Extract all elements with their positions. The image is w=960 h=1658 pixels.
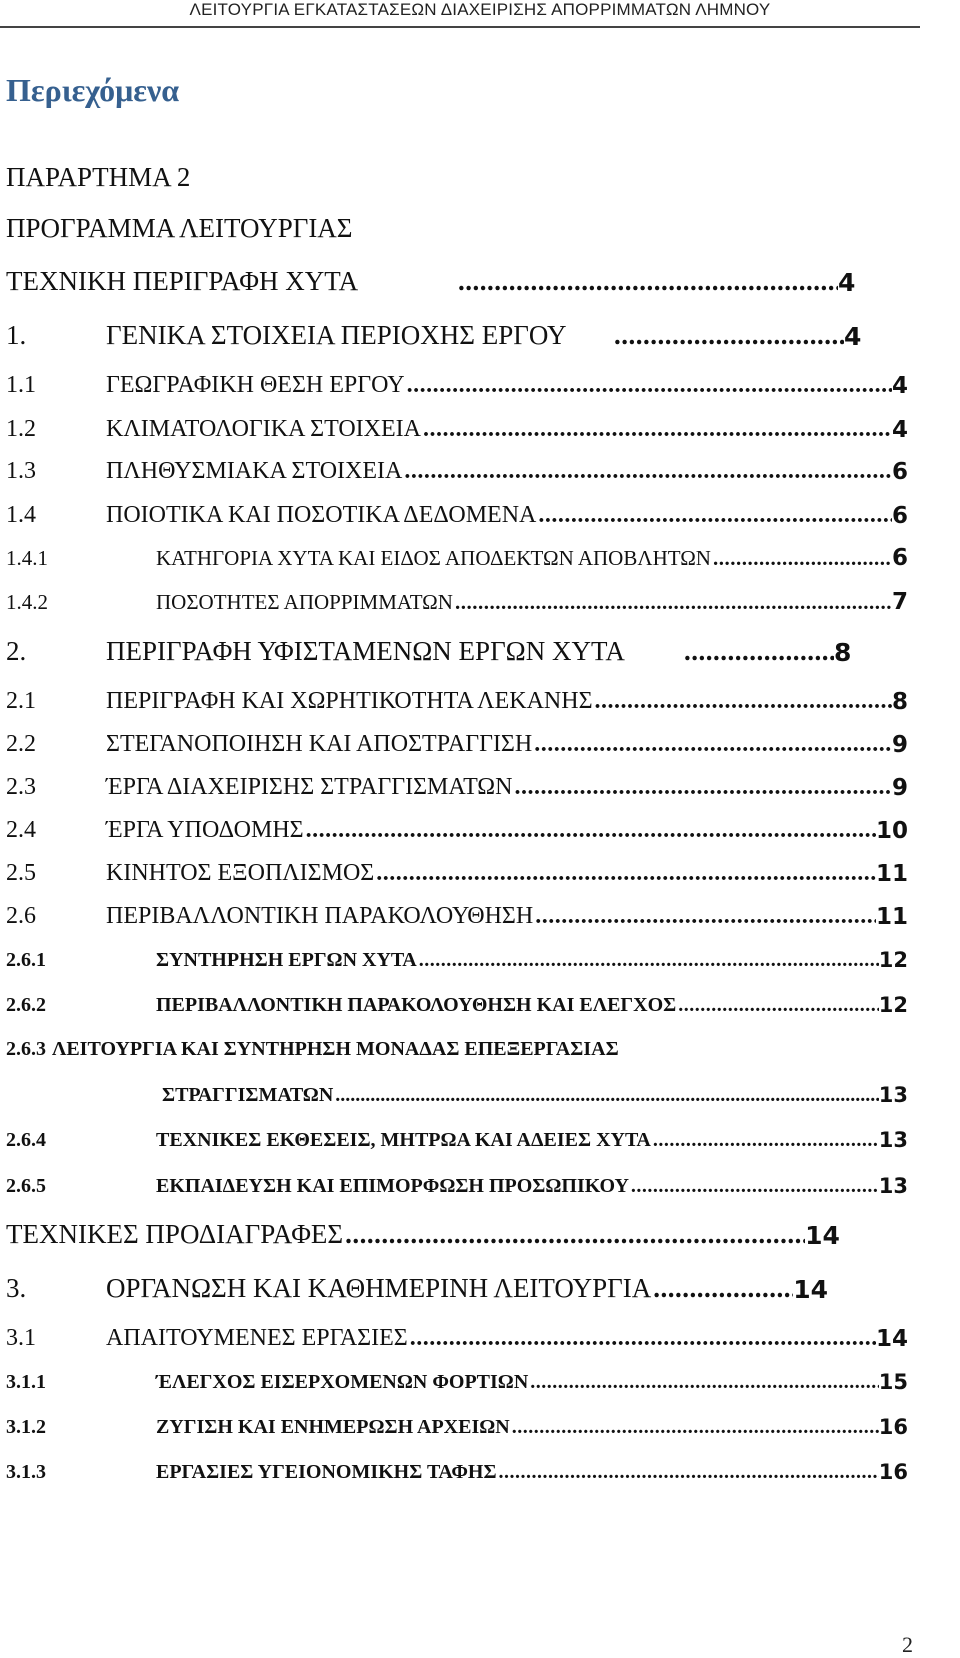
toc-entry-number: 3.1.2 (6, 1416, 46, 1438)
toc-page-number: 15 (878, 1370, 908, 1394)
toc-entry[interactable] (6, 817, 908, 844)
toc-page-number: 16 (878, 1415, 908, 1439)
toc-entry[interactable] (6, 993, 908, 1017)
toc-entry-number: 2.5 (6, 860, 36, 886)
toc-entry-number: 2.2 (6, 731, 36, 757)
dot-leader (631, 1175, 879, 1198)
toc-page-number: 9 (891, 775, 908, 801)
toc-entry-number: 1. (6, 320, 27, 350)
toc-entry[interactable] (6, 545, 908, 571)
toc-entry-title: ΠΛΗΘΥΣΜΙΑΚΑ ΣΤΟΙΧΕΙΑ (106, 458, 403, 484)
toc-entry-title: ΑΠΑΙΤΟΥΜΕΝΕΣ ΕΡΓΑΣΙΕΣ (106, 1325, 408, 1351)
toc-page-number: 13 (878, 1083, 908, 1107)
toc-entry-title: ΈΛΕΓΧΟΣ ΕΙΣΕΡΧΟΜΕΝΩΝ ΦΟΡΤΙΩΝ (156, 1371, 529, 1393)
dot-leader (534, 731, 892, 758)
dot-leader (512, 1416, 879, 1439)
toc-entry-label: ΠΑΡΑΡΤΗΜΑ 2 (6, 162, 191, 192)
dot-leader (455, 590, 892, 615)
toc-page-number: 6 (891, 503, 908, 529)
toc-entry-number: 3.1.1 (6, 1371, 46, 1393)
toc-page-number: 13 (878, 1174, 908, 1198)
toc-entry-label: ΤΕΧΝΙΚΗ ΠΕΡΙΓΡΑΦΗ ΧΥΤΑ (6, 266, 359, 296)
toc-entry-title: ΕΚΠΑΙΔΕΥΣΗ ΚΑΙ ΕΠΙΜΟΡΦΩΣΗ ΠΡΟΣΩΠΙΚΟΥ (156, 1175, 629, 1197)
toc-entry-title: ΚΑΤΗΓΟΡΙΑ ΧΥΤΑ ΚΑΙ ΕΙΔΟΣ ΑΠΟΔΕΚΤΩΝ ΑΠΟΒΛΗΤΩΝ (156, 546, 711, 570)
toc-entry-label: ΠΡΟΓΡΑΜΜΑ ΛΕΙΤΟΥΡΓΙΑΣ (6, 213, 353, 243)
toc-page-number: 8 (834, 638, 852, 667)
toc-entry[interactable] (6, 416, 908, 443)
toc-entry-title: ΠΕΡΙΒΑΛΛΟΝΤΙΚΗ ΠΑΡΑΚΟΛΟΥΘΗΣΗ ΚΑΙ ΕΛΕΓΧΟΣ (156, 994, 677, 1016)
toc-entry[interactable] (6, 636, 930, 667)
page-number: 2 (902, 1632, 913, 1657)
toc-entry[interactable] (6, 1174, 908, 1198)
toc-entry[interactable] (6, 860, 908, 887)
toc-entry-title: ΠΟΙΟΤΙΚΑ ΚΑΙ ΠΟΣΟΤΙΚΑ ΔΕΔΟΜΕΝΑ (106, 502, 537, 528)
toc-entry[interactable] (6, 372, 908, 399)
toc-entry-number: 2.6 (6, 903, 36, 929)
toc-page-number: 11 (875, 861, 908, 887)
toc-entry[interactable] (6, 1219, 930, 1250)
toc-entry[interactable] (6, 458, 908, 485)
toc-entry[interactable] (6, 903, 908, 930)
dot-leader (535, 903, 876, 930)
toc-entry[interactable] (6, 774, 908, 801)
toc-entry-title: ΠΕΡΙΓΡΑΦΗ ΚΑΙ ΧΩΡΗΤΙΚΟΤΗΤΑ ΛΕΚΑΝΗΣ (106, 688, 593, 714)
toc-page-number: 4 (891, 417, 908, 443)
toc-entry[interactable] (6, 1325, 908, 1352)
toc-page-number: 13 (878, 1128, 908, 1152)
toc-entry-number: 3.1 (6, 1325, 36, 1351)
toc-entry-title: ΓΕΩΓΡΑΦΙΚΗ ΘΕΣΗ ΕΡΓΟΥ (106, 372, 405, 398)
dot-leader (419, 949, 879, 972)
dot-leader (423, 416, 892, 443)
toc-page-number: 4 (844, 322, 862, 351)
toc-entry[interactable] (6, 1460, 908, 1484)
dot-leader (306, 817, 876, 844)
toc-entry-number: 2.6.4 (6, 1129, 46, 1151)
toc-page-number: 14 (875, 1326, 908, 1352)
toc-entry[interactable] (6, 1370, 908, 1394)
toc-page-number: 14 (805, 1221, 840, 1250)
toc-entry-number: 2.6.3 (6, 1038, 46, 1060)
toc-entry-number: 3.1.3 (6, 1461, 46, 1483)
toc-entry-number: 3. (6, 1273, 27, 1303)
dot-leader (530, 1371, 879, 1394)
toc-entry[interactable] (6, 1273, 930, 1304)
dot-leader (653, 1129, 879, 1152)
toc-page-number: 14 (793, 1275, 828, 1304)
toc-entry[interactable] (6, 320, 930, 351)
toc-entry-title: ΓΕΝΙΚΑ ΣΤΟΙΧΕΙΑ ΠΕΡΙΟΧΗΣ ΕΡΓΟΥ (106, 320, 567, 350)
toc-page-number: 10 (875, 818, 908, 844)
toc-entry-title: ΚΛΙΜΑΤΟΛΟΓΙΚΑ ΣΤΟΙΧΕΙΑ (106, 416, 421, 442)
toc-page-number: 4 (891, 373, 908, 399)
dot-leader (458, 266, 838, 297)
dot-leader (404, 458, 892, 485)
toc-page-number: 11 (875, 904, 908, 930)
toc-entry-title: ΤΕΧΝΙΚΕΣ ΕΚΘΕΣΕΙΣ, ΜΗΤΡΩΑ ΚΑΙ ΑΔΕΙΕΣ ΧΥΤΑ (156, 1129, 651, 1151)
toc-entry-number: 1.4 (6, 502, 36, 528)
dot-leader (335, 1084, 879, 1107)
dot-leader (514, 774, 892, 801)
toc-page-number: 12 (878, 993, 908, 1017)
toc-entry[interactable] (6, 266, 930, 297)
toc-entry-title: ΚΙΝΗΤΟΣ ΕΞΟΠΛΙΣΜΟΣ (106, 860, 375, 886)
toc-page-number: 7 (891, 589, 908, 615)
toc-entry-title: ΠΕΡΙΓΡΑΦΗ ΥΦΙΣΤΑΜΕΝΩΝ ΕΡΓΩΝ ΧΥΤΑ (106, 636, 625, 666)
toc-entry-number: 2.1 (6, 688, 36, 714)
toc-title: Περιεχόμενα (6, 72, 180, 108)
toc-entry-title: ΣΤΡΑΓΓΙΣΜΑΤΩΝ (162, 1084, 334, 1106)
toc-entry-number: 1.1 (6, 372, 36, 398)
toc-entry[interactable] (6, 948, 908, 972)
toc-page-number: 6 (891, 459, 908, 485)
toc-entry-title: ΠΕΡΙΒΑΛΛΟΝΤΙΚΗ ΠΑΡΑΚΟΛΟΥΘΗΣΗ (106, 903, 534, 929)
toc-page-number: 6 (891, 545, 908, 571)
toc-entry-label: ΤΕΧΝΙΚΕΣ ΠΡΟΔΙΑΓΡΑΦΕΣ (6, 1219, 344, 1249)
toc-entry-number: 2.6.2 (6, 994, 46, 1016)
toc-page-number: 12 (878, 948, 908, 972)
dot-leader (538, 502, 892, 529)
toc-entry-title: ΖΥΓΙΣΗ ΚΑΙ ΕΝΗΜΕΡΩΣΗ ΑΡΧΕΙΩΝ (156, 1416, 510, 1438)
toc-entry[interactable] (6, 1038, 908, 1061)
toc-entry-continuation[interactable] (162, 1083, 908, 1107)
toc-entry-number: 2.6.5 (6, 1175, 46, 1197)
toc-entry[interactable] (6, 688, 908, 715)
dot-leader (614, 320, 844, 351)
toc-entry-number: 2.4 (6, 817, 36, 843)
toc-page-number: 8 (891, 689, 908, 715)
toc-entry[interactable] (6, 1128, 908, 1152)
toc-entry-title: ΛΕΙΤΟΥΡΓΙΑ ΚΑΙ ΣΥΝΤΗΡΗΣΗ ΜΟΝΑΔΑΣ ΕΠΕΞΕΡΓΑΣΙΑΣ (52, 1038, 619, 1060)
toc-entry[interactable] (6, 1415, 908, 1439)
dot-leader (678, 994, 879, 1017)
dot-leader (499, 1461, 879, 1484)
toc-entry-title: ΣΥΝΤΗΡΗΣΗ ΕΡΓΩΝ ΧΥΤΑ (156, 949, 417, 971)
toc-entry-title: ΣΤΕΓΑΝΟΠΟΙΗΣΗ ΚΑΙ ΑΠΟΣΤΡΑΓΓΙΣΗ (106, 731, 533, 757)
dot-leader (345, 1219, 805, 1250)
dot-leader (595, 688, 892, 715)
toc-page-number: 4 (838, 268, 856, 297)
dot-leader (376, 860, 876, 887)
toc-entry[interactable] (6, 731, 908, 758)
toc-entry-title: ΕΡΓΑΣΙΕΣ ΥΓΕΙΟΝΟΜΙΚΗΣ ΤΑΦΗΣ (156, 1461, 497, 1483)
toc-entry-number: 2. (6, 636, 27, 666)
toc-entry[interactable] (6, 213, 930, 244)
toc-page-number: 9 (891, 732, 908, 758)
toc-entry-number: 1.2 (6, 416, 36, 442)
toc-entry-number: 1.4.2 (6, 590, 48, 614)
toc-entry-title: ΈΡΓΑ ΥΠΟΔΟΜΗΣ (106, 817, 304, 843)
toc-entry[interactable] (6, 502, 908, 529)
dot-leader (653, 1273, 793, 1304)
toc-entry-number: 2.3 (6, 774, 36, 800)
toc-entry[interactable] (6, 589, 908, 615)
running-header: ΛΕΙΤΟΥΡΓΙΑ ΕΓΚΑΤΑΣΤΑΣΕΩΝ ΔΙΑΧΕΙΡΙΣΗΣ ΑΠΟΡΡΙΜΜΑΤΩΝ ΛΗΜΝΟΥ (189, 0, 771, 19)
toc-entry-number: 1.3 (6, 458, 36, 484)
dot-leader (684, 636, 834, 667)
toc-entry-title: ΠΟΣΟΤΗΤΕΣ ΑΠΟΡΡΙΜΜΑΤΩΝ (156, 590, 453, 614)
toc-entry[interactable] (6, 162, 930, 193)
toc-entry-title: ΈΡΓΑ ΔΙΑΧΕΙΡΙΣΗΣ ΣΤΡΑΓΓΙΣΜΑΤΩΝ (106, 774, 513, 800)
toc-entry-number: 1.4.1 (6, 546, 48, 570)
toc-entry-number: 2.6.1 (6, 949, 46, 971)
header-rule (0, 26, 920, 28)
dot-leader (410, 1325, 876, 1352)
toc-page-number: 16 (878, 1460, 908, 1484)
dot-leader (407, 372, 892, 399)
toc-entry-title: ΟΡΓΑΝΩΣΗ ΚΑΙ ΚΑΘΗΜΕΡΙΝΗ ΛΕΙΤΟΥΡΓΙΑ (106, 1273, 652, 1303)
dot-leader (713, 546, 892, 571)
